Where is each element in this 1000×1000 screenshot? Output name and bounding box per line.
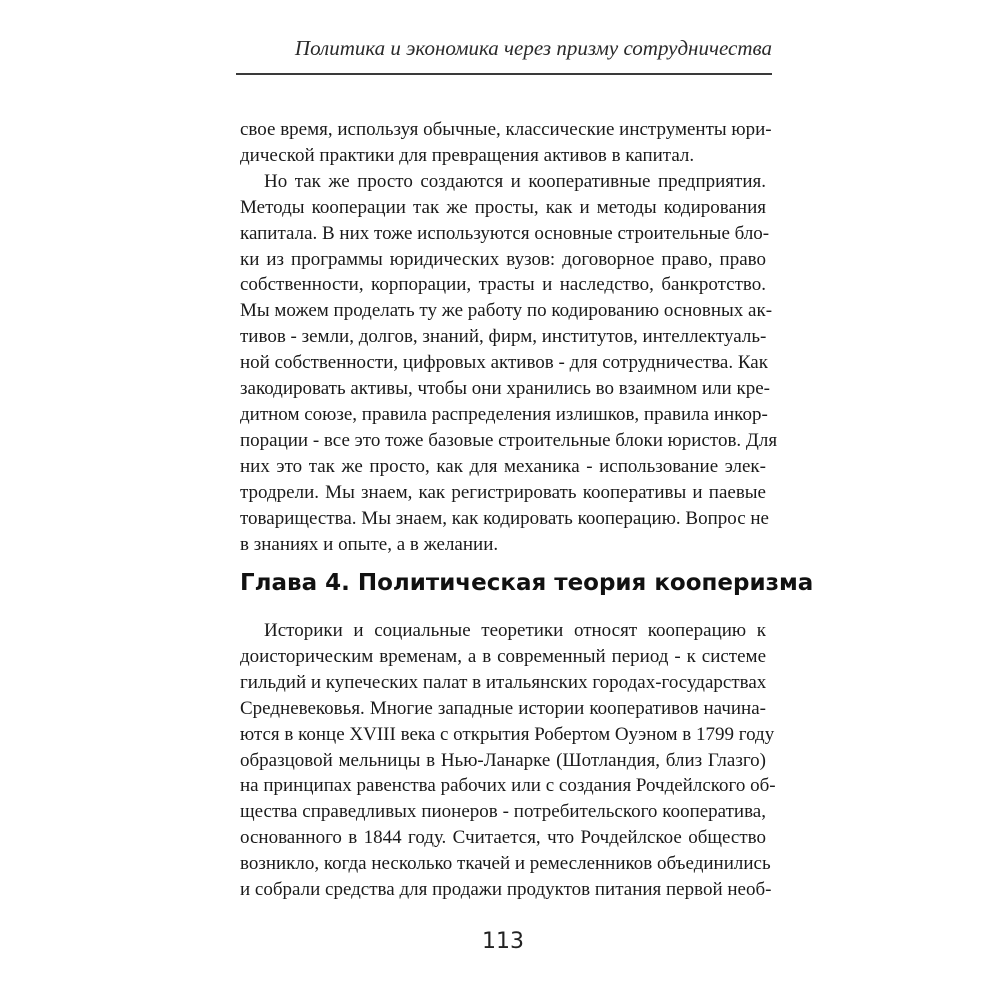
text-line: Историки и социальные теоретики относят кооперацию к [264, 620, 766, 641]
text-line: гильдий и купеческих палат в итальянских городах-государствах [240, 671, 767, 693]
body-text-section-2 [240, 618, 776, 903]
text-line: доисторическим временам, а в современный период - к системе [240, 645, 766, 667]
text-line: тивов - земли, долгов, знаний, фирм, институтов, интеллектуаль- [240, 326, 767, 348]
text-line: ки из программы юридических вузов: договорное право, право [240, 248, 766, 270]
body-text-section-1 [240, 117, 778, 557]
text-line: свое время, используя обычные, классические инструменты юри- [240, 119, 772, 140]
running-header: Политика и экономика через призму сотрудничества [294, 36, 772, 60]
text-line: дической практики для превращения активов в капитал. [240, 144, 695, 166]
text-line: Средневековья. Многие западные истории кооперативов начина- [240, 697, 766, 719]
text-line: и собрали средства для продажи продуктов питания первой необ- [240, 879, 772, 901]
header-rule [236, 73, 772, 75]
text-line: образцовой мельницы в Нью-Ланарке (Шотландия, близ Глазго) [240, 749, 766, 771]
text-line: ются в конце XVIII века с открытия Робертом Оуэном в 1799 году [240, 723, 775, 745]
text-line: закодировать активы, чтобы они хранились во взаимном или кре- [240, 378, 770, 400]
text-line: основанного в 1844 году. Считается, что Рочдейлское общество [240, 827, 766, 849]
text-line: Мы можем проделать ту же работу по кодированию основных ак- [240, 300, 773, 322]
page-number: 113 [482, 929, 524, 954]
text-line: тродрели. Мы знаем, как регистрировать кооперативы и паевые [240, 481, 766, 503]
text-line: в знаниях и опыте, а в желании. [240, 533, 499, 555]
text-line: возникло, когда несколько ткачей и ремесленников объединились [240, 853, 771, 875]
text-line: порации - все это тоже базовые строительные блоки юристов. Для [240, 429, 778, 451]
chapter-heading: Глава 4. Политическая теория кооперизма [240, 570, 814, 596]
text-line: на принципах равенства рабочих или с создания Рочдейлского об- [240, 775, 776, 797]
text-line: Методы кооперации так же просты, как и методы кодирования [240, 196, 766, 218]
text-line: щества справедливых пионеров - потребительского кооператива, [240, 801, 766, 823]
text-line: капитала. В них тоже используются основные строительные бло- [240, 222, 770, 244]
text-line: ной собственности, цифровых активов - для сотрудничества. Как [240, 352, 768, 374]
text-line: дитном союзе, правила распределения излишков, правила инкор- [240, 403, 768, 425]
text-line: товарищества. Мы знаем, как кодировать кооперацию. Вопрос не [240, 507, 769, 529]
text-line: них это так же просто, как для механика - использование элек- [240, 455, 766, 477]
text-line: Но так же просто создаются и кооперативные предприятия. [264, 170, 766, 192]
text-line: собственности, корпорации, трасты и наследство, банкротство. [240, 274, 766, 296]
